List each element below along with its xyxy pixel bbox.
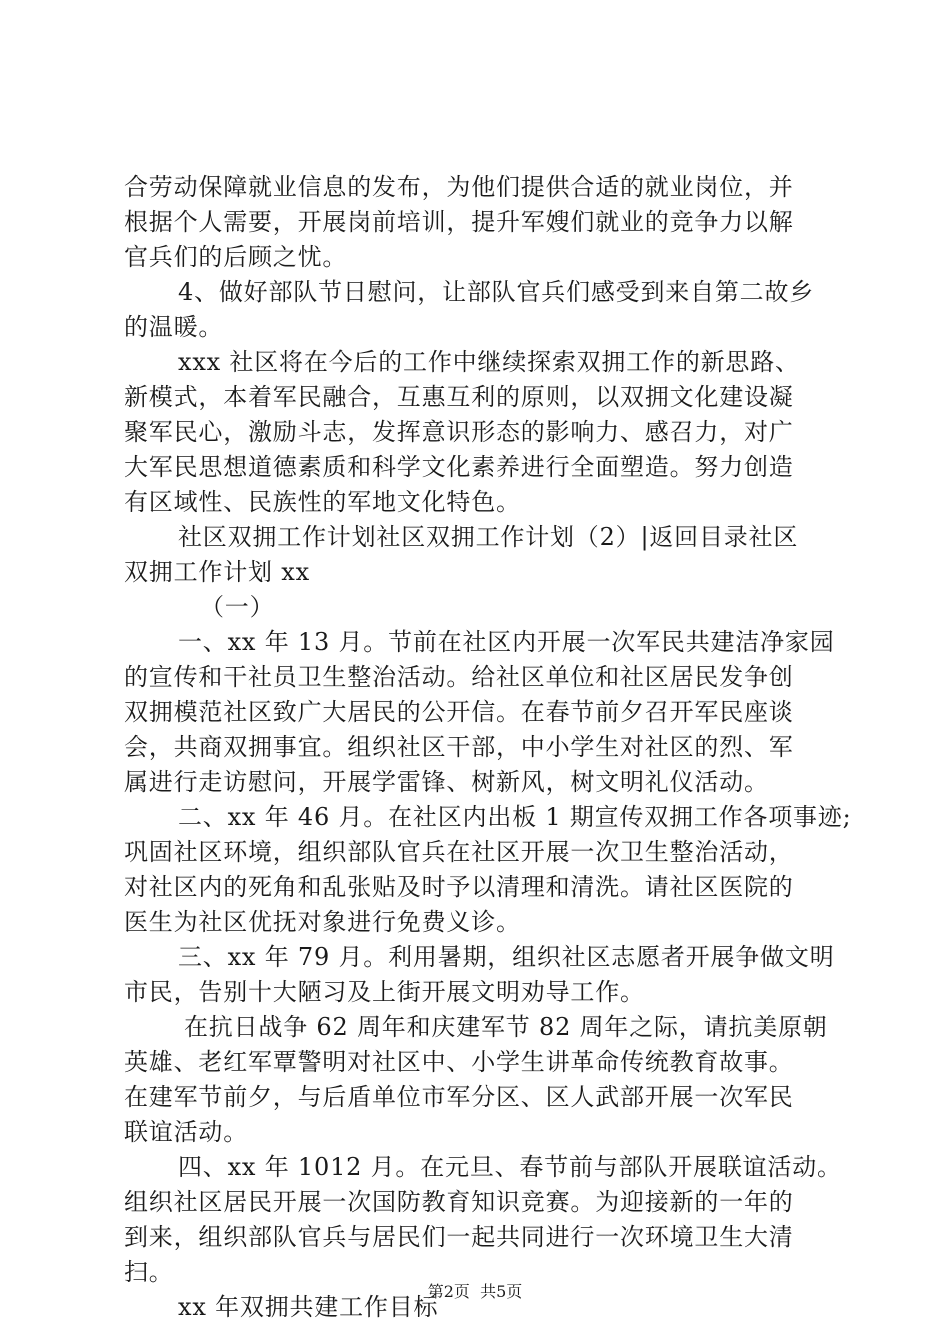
text-line: 巩固社区环境，组织部队官兵在社区开展一次卫生整治活动，: [124, 838, 794, 866]
text-line: 二、xx 年 46 月。在社区内出板 1 期宣传双拥工作各项事迹;: [178, 803, 852, 831]
page-footer: 第2页 共5页: [427, 1282, 523, 1301]
text-line: 的宣传和干社员卫生整治活动。给社区单位和社区居民发争创: [124, 663, 794, 691]
text-line: 官兵们的后顾之忧。: [124, 243, 348, 271]
text-line: 一、xx 年 13 月。节前在社区内开展一次军民共建洁净家园: [178, 628, 835, 656]
text-line: xxx 社区将在今后的工作中继续探索双拥工作的新思路、: [178, 348, 800, 376]
text-line: 的温暖。: [124, 313, 224, 341]
text-line: 双拥工作计划 xx: [124, 558, 310, 586]
text-line: 新模式，本着军民融合，互惠互利的原则，以双拥文化建设凝: [124, 383, 794, 411]
text-line: 会，共商双拥事宜。组织社区干部，中小学生对社区的烈、军: [124, 733, 794, 761]
text-line: 在建军节前夕，与后盾单位市军分区、区人武部开展一次军民: [124, 1083, 794, 1111]
text-line: 四、xx 年 1012 月。在元旦、春节前与部队开展联谊活动。: [178, 1153, 842, 1181]
text-line: 到来，组织部队官兵与居民们一起共同进行一次环境卫生大清: [124, 1223, 794, 1251]
text-line: 4、做好部队节日慰问，让部队官兵们感受到来自第二故乡: [178, 278, 815, 306]
text-line: 在抗日战争 62 周年和庆建军节 82 周年之际，请抗美原朝: [184, 1013, 828, 1041]
text-line: （一）: [200, 593, 275, 621]
text-line: 大军民思想道德素质和科学文化素养进行全面塑造。努力创造: [124, 453, 794, 481]
text-line: 有区域性、民族性的军地文化特色。: [124, 488, 521, 516]
text-line: 市民，告别十大陋习及上街开展文明劝导工作。: [124, 978, 645, 1006]
text-line: 根据个人需要，开展岗前培训，提升军嫂们就业的竞争力以解: [124, 208, 794, 236]
text-line: xx 年双拥共建工作目标: [178, 1293, 439, 1321]
text-line: 社区双拥工作计划社区双拥工作计划（2）|返回目录社区: [178, 523, 799, 551]
text-line: 英雄、老红军覃警明对社区中、小学生讲革命传统教育故事。: [124, 1048, 794, 1076]
text-line: 组织社区居民开展一次国防教育知识竞赛。为迎接新的一年的: [124, 1188, 794, 1216]
text-line: 聚军民心，激励斗志，发挥意识形态的影响力、感召力，对广: [124, 418, 794, 446]
text-line: 三、xx 年 79 月。利用暑期，组织社区志愿者开展争做文明: [178, 943, 835, 971]
text-line: 双拥模范社区致广大居民的公开信。在春节前夕召开军民座谈: [124, 698, 794, 726]
text-line: 属进行走访慰问，开展学雷锋、树新风，树文明礼仪活动。: [124, 768, 769, 796]
text-line: 联谊活动。: [124, 1118, 248, 1146]
text-line: 合劳动保障就业信息的发布，为他们提供合适的就业岗位，并: [124, 173, 794, 201]
text-line: 对社区内的死角和乱张贴及时予以清理和清洗。请社区医院的: [124, 873, 794, 901]
text-line: 医生为社区优抚对象进行免费义诊。: [124, 908, 521, 936]
text-line: 扫。: [124, 1258, 174, 1286]
